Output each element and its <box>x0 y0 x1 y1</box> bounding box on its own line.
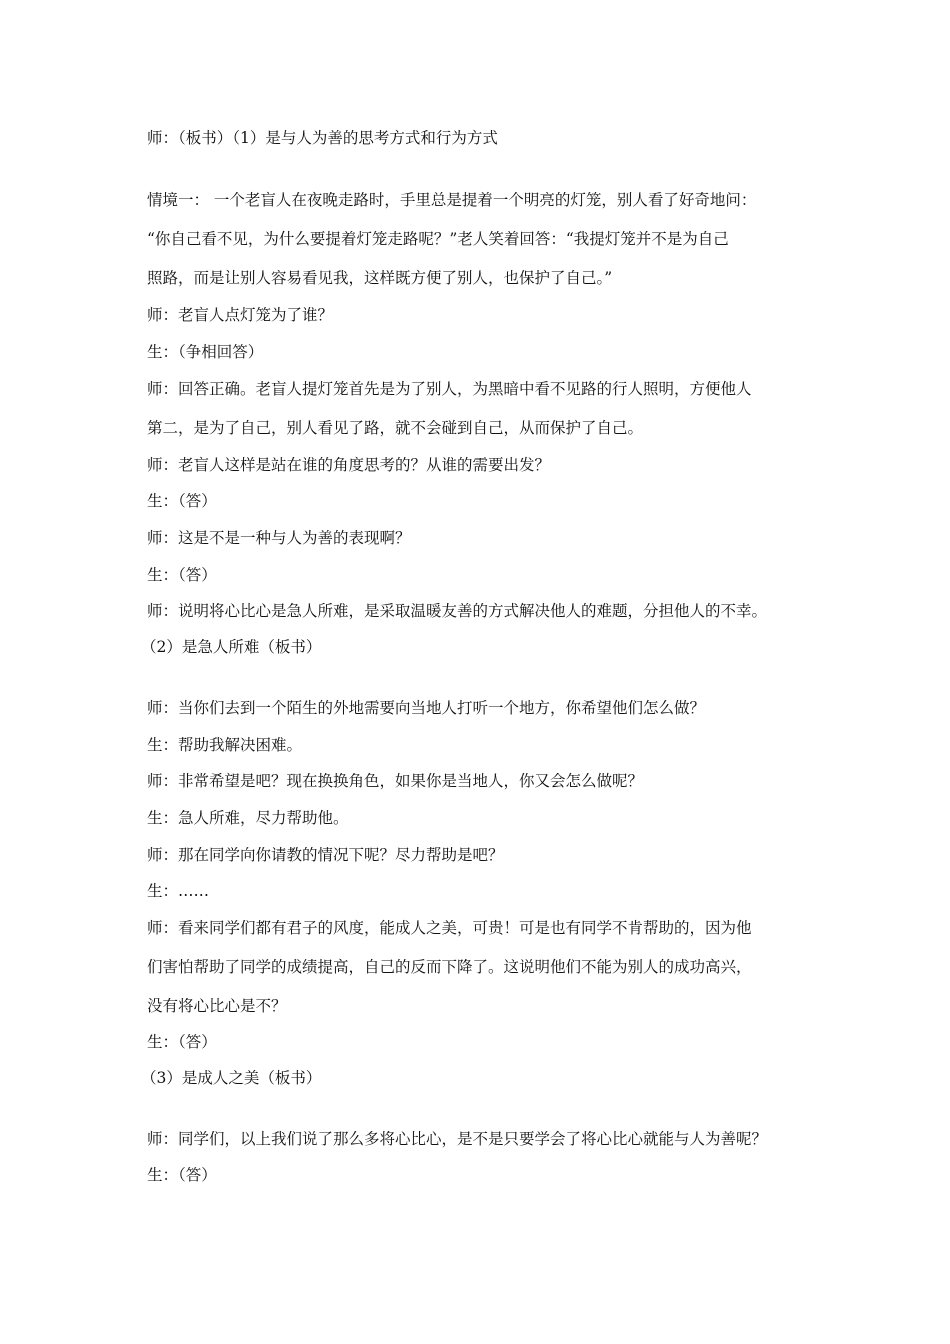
text-line: 师：那在同学向你请教的情况下呢？尽力帮助是吧？ <box>147 846 504 864</box>
text-line: 师：同学们，以上我们说了那么多将心比心，是不是只要学会了将心比心就能与人为善呢？ <box>147 1130 768 1148</box>
text-line: 生：（答） <box>147 1033 217 1051</box>
text-line: 师：说明将心比心是急人所难，是采取温暖友善的方式解决他人的难题，分担他人的不幸。 <box>147 602 768 620</box>
text-line: （3）是成人之美（板书） <box>141 1069 322 1087</box>
text-line: 师：老盲人点灯笼为了谁？ <box>147 306 334 324</box>
text-line: 生：帮助我解决困难。 <box>147 736 303 754</box>
text-line: 照路，而是让别人容易看见我，这样既方便了别人，也保护了自己。” <box>147 269 613 287</box>
text-line: 生：（答） <box>147 1166 217 1184</box>
text-line: “你自己看不见，为什么要提着灯笼走路呢？”老人笑着回答：“我提灯笼并不是为自己 <box>147 230 729 248</box>
text-line: 师：这是不是一种与人为善的表现啊？ <box>147 529 411 547</box>
text-line: 没有将心比心是不？ <box>147 997 287 1015</box>
text-line: 师：当你们去到一个陌生的外地需要向当地人打听一个地方，你希望他们怎么做？ <box>147 699 706 717</box>
text-line: 生：（争相回答） <box>147 343 264 361</box>
text-line: （2）是急人所难（板书） <box>141 638 322 656</box>
text-line: 师：看来同学们都有君子的风度，能成人之美，可贵！可是也有同学不肯帮助的，因为他 <box>147 919 752 937</box>
text-line: 情境一： 一个老盲人在夜晚走路时，手里总是提着一个明亮的灯笼，别人看了好奇地问： <box>147 191 757 209</box>
text-line: 生：（答） <box>147 566 217 584</box>
text-line: 第二，是为了自己，别人看见了路，就不会碰到自己，从而保护了自己。 <box>147 419 644 437</box>
text-line: 生：（答） <box>147 492 217 510</box>
text-line: 师：老盲人这样是站在谁的角度思考的？从谁的需要出发？ <box>147 456 551 474</box>
text-line: 师：回答正确。老盲人提灯笼首先是为了别人，为黑暗中看不见路的行人照明，方便他人 <box>147 380 752 398</box>
text-line: 生：急人所难，尽力帮助他。 <box>147 809 349 827</box>
text-line: 生：…… <box>147 882 210 900</box>
text-line: 们害怕帮助了同学的成绩提高，自己的反而下降了。这说明他们不能为别人的成功高兴， <box>147 958 752 976</box>
text-line: 师：（板书）（1）是与人为善的思考方式和行为方式 <box>147 129 498 147</box>
text-line: 师：非常希望是吧？现在换换角色，如果你是当地人，你又会怎么做呢？ <box>147 772 644 790</box>
